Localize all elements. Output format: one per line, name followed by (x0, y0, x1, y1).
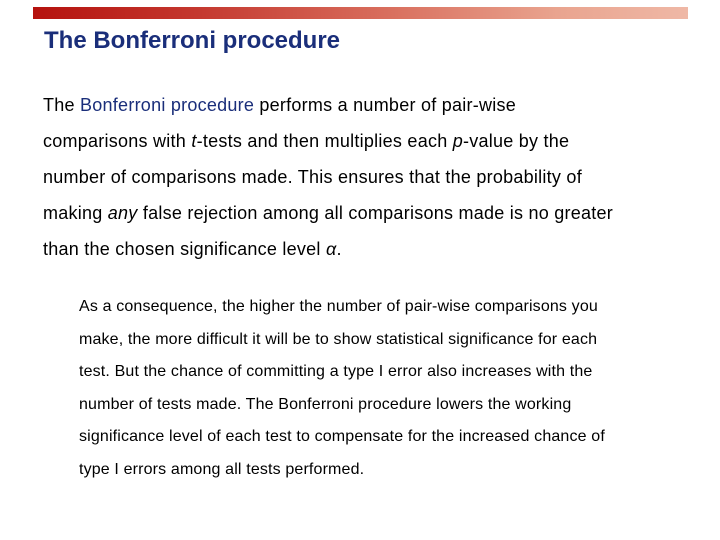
main-paragraph (43, 87, 683, 267)
slide-title: The Bonferroni procedure (44, 27, 341, 54)
text-run: performs a number of pair-wise (254, 95, 516, 115)
text-run: than the chosen significance level (43, 239, 326, 259)
text-run: The (43, 95, 81, 115)
italic-any: any (107, 203, 138, 223)
text-run: making (43, 203, 108, 223)
main-paragraph-line-4 (43, 195, 683, 231)
header-accent-bar (33, 7, 688, 19)
main-paragraph-line-1 (43, 87, 683, 123)
sub-paragraph-line-5: significance level of each test to compensate for the increased chance of (79, 428, 605, 445)
main-paragraph-line-5 (43, 231, 683, 267)
sub-paragraph (79, 291, 689, 486)
italic-alpha: α (325, 239, 337, 259)
italic-t: t (191, 131, 197, 151)
sub-paragraph-line-4: number of tests made. The Bonferroni procedure lowers the working (79, 395, 572, 413)
text-run: comparisons with (43, 131, 192, 151)
sub-paragraph-line-1: As a consequence, the higher the number of pair-wise comparisons you (79, 298, 598, 315)
text-run: . (336, 239, 342, 259)
sub-paragraph-line-2: make, the more difficult it will be to show statistical significance for each (79, 330, 598, 348)
sub-paragraph-line-6: type I errors among all tests performed. (79, 460, 365, 478)
term-bonferroni-procedure: Bonferroni procedure (80, 95, 255, 115)
text-run: -tests and then multiplies each (196, 131, 453, 151)
italic-p: p (452, 131, 463, 151)
main-paragraph-line-2 (43, 123, 683, 159)
sub-paragraph-line-3: test. But the chance of committing a type I error also increases with the (79, 363, 593, 380)
text-run: -value by the (462, 131, 570, 151)
text-run: false rejection among all comparisons made is no greater (137, 203, 614, 223)
main-paragraph-line-3: number of comparisons made. This ensures that the probability of (43, 167, 582, 187)
